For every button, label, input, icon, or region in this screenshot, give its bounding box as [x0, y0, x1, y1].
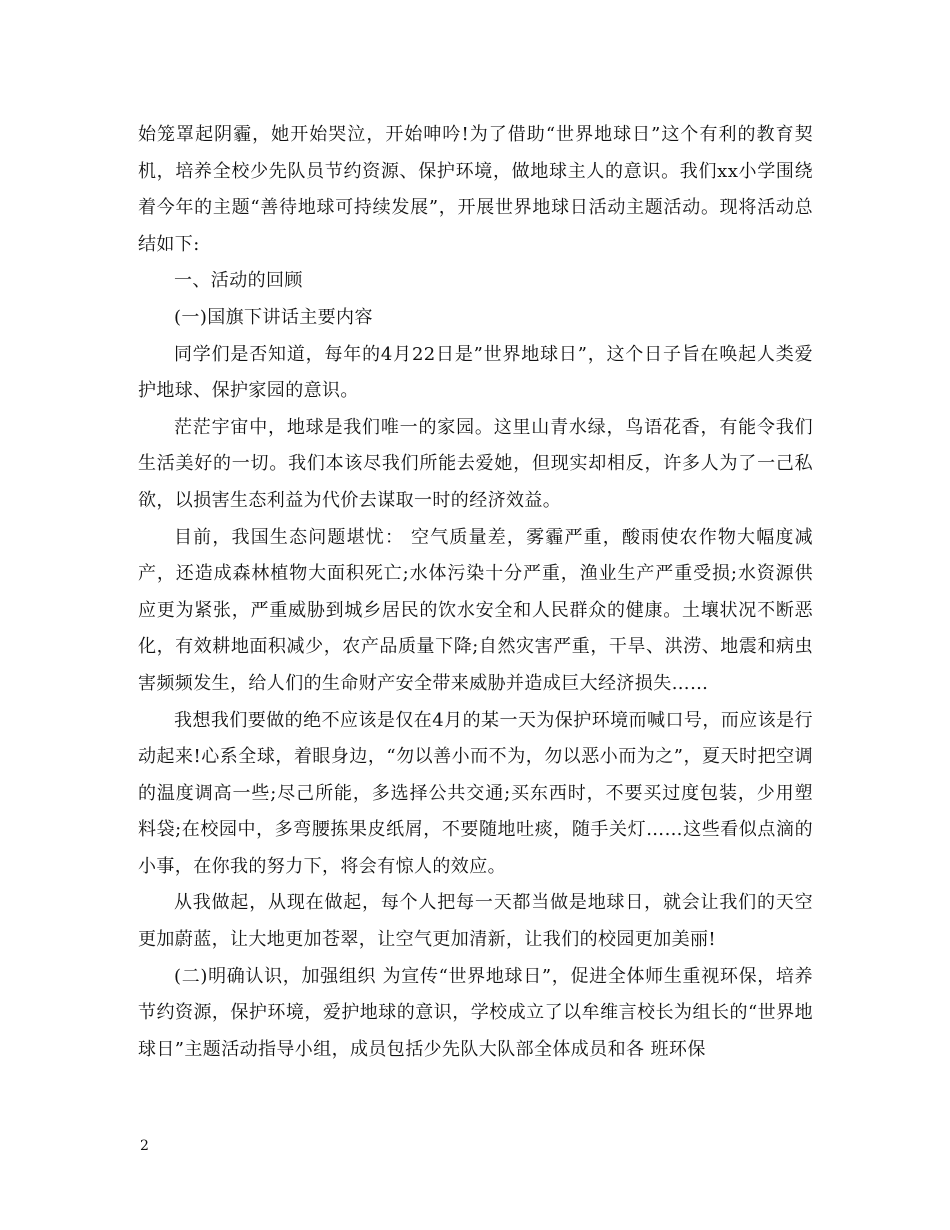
subheading-flag-speech: (一)国旗下讲话主要内容 — [174, 306, 373, 328]
document-body — [138, 117, 813, 1068]
heading-activity-review: 一、活动的回顾 — [174, 270, 303, 292]
paragraph-organization: (二)明确认识，加强组织 为宣传“世界地球日”，促进全体师生重视环保，培养节约资源，保护环境，爱护地球的意识，学校成立了以牟维言校长为组长的“世界地球日”主题活动指导小组，成员包括少先队大队部全体成员和各 班环保 — [138, 965, 813, 1060]
paragraph-take-action: 我想我们要做的绝不应该是仅在4月的某一天为保护环境而喊口号，而应该是行动起来!心系全球，着眼身边，“勿以善小而不为，勿以恶小而为之”，夏天时把空调的温度调高一些;尽己所能，多选择公共交通;买东西时，不要买过度包装，少用塑料袋;在校园中，多弯腰拣果皮纸屑，不要随地吐痰，随手关灯……这些看似点滴的小事，在你我的努力下，将会有惊人的效应。 — [138, 709, 813, 877]
paragraph-ecological-problems: 目前，我国生态问题堪忧： 空气质量差，雾霾严重，酸雨使农作物大幅度减产，还造成森林植物大面积死亡;水体污染十分严重，渔业生产严重受损;水资源供应更为紧张，严重威胁到城乡居民的饮水安全和人民群众的健康。土壤状况不断恶化，有效耕地面积减少，农产品质量下降;自然灾害严重，干旱、洪涝、地震和病虫害频频发生，给人们的生命财产安全带来威胁并造成巨大经济损失…… — [138, 526, 813, 694]
page-number: 2 — [140, 1138, 149, 1154]
paragraph-earth-day-date: 同学们是否知道，每年的4月22日是”世界地球日”，这个日子旨在唤起人类爱护地球、保护家园的意识。 — [138, 343, 813, 402]
paragraph-only-home: 茫茫宇宙中，地球是我们唯一的家园。这里山青水绿，鸟语花香，有能令我们生活美好的一切。我们本该尽我们所能去爱她，但现实却相反，许多人为了一己私欲，以损害生态利益为代价去谋取一时的经济效益。 — [138, 416, 813, 511]
paragraph-start-from-me: 从我做起，从现在做起，每个人把每一天都当做是地球日，就会让我们的天空更加蔚蓝，让大地更加苍翠，让空气更加清新，让我们的校园更加美丽! — [138, 892, 813, 951]
paragraph-intro: 始笼罩起阴霾，她开始哭泣，开始呻吟!为了借助“世界地球日”这个有利的教育契机，培养全校少先队员节约资源、保护环境，做地球主人的意识。我们xx小学围绕着今年的主题“善待地球可持续发展”，开展世界地球日活动主题活动。现将活动总结如下: — [138, 124, 813, 255]
